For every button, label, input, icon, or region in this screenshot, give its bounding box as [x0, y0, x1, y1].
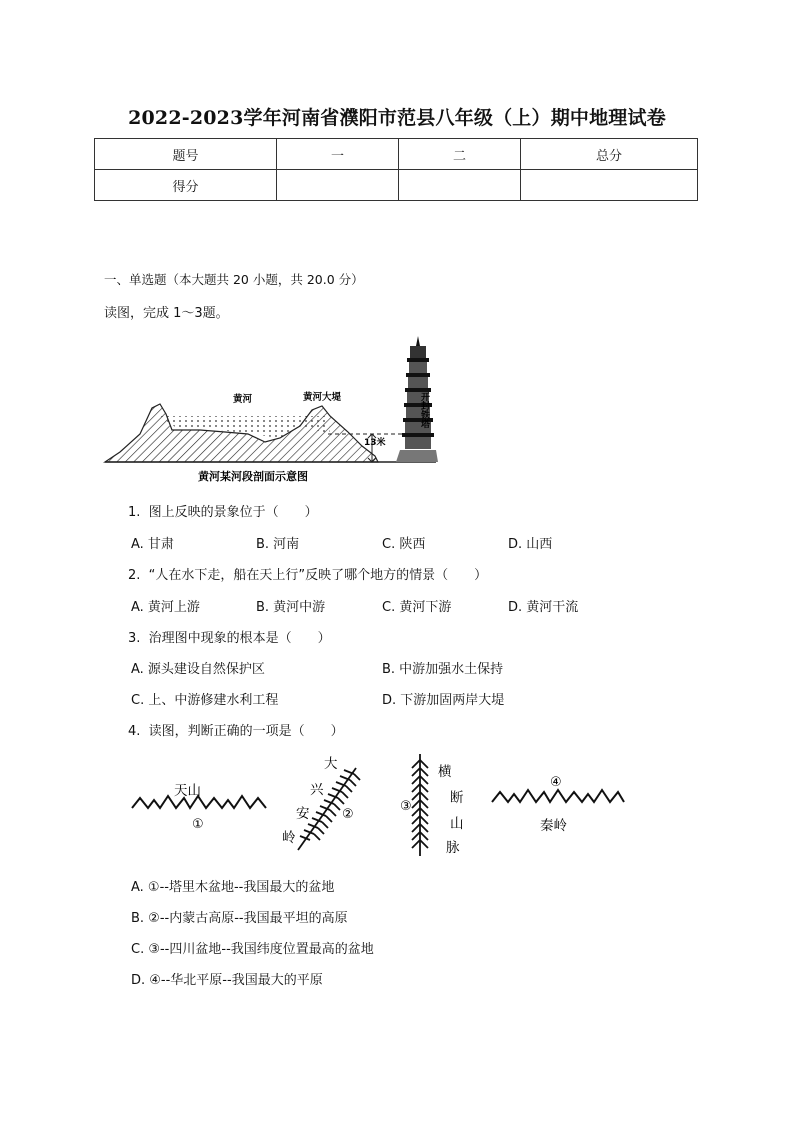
marker-4: ④ [550, 775, 562, 790]
option-a[interactable]: A. 甘肃 [131, 537, 174, 552]
marker-1: ① [192, 817, 204, 832]
tianshan-label: 天山 [174, 783, 201, 799]
option-d[interactable]: D. 黄河干流 [508, 600, 579, 615]
score-table-row [95, 170, 698, 201]
option-d[interactable]: D. 山西 [508, 537, 553, 552]
daxinganling-char: 安 [296, 806, 310, 822]
hengduan-char: 断 [450, 790, 464, 806]
option-d[interactable]: D. ④--华北平原--我国最大的平原 [131, 973, 323, 988]
table-cell: 一 [277, 139, 399, 170]
height-label: 13米 [364, 438, 386, 448]
question-number: 1. [128, 505, 141, 520]
daxinganling-char: 岭 [282, 830, 296, 846]
table-cell [277, 170, 399, 201]
option-c[interactable]: C. 黄河下游 [382, 600, 452, 615]
question-2 [128, 564, 487, 583]
table-cell [399, 170, 521, 201]
levee-cross-section [105, 404, 378, 462]
option-c[interactable]: C. 上、中游修建水利工程 [131, 693, 279, 708]
option-b[interactable]: B. 黄河中游 [256, 600, 326, 615]
question-text: “人在水下走，船在天上行”反映了哪个地方的情景（ ） [148, 568, 488, 583]
option-a[interactable]: A. 源头建设自然保护区 [131, 662, 265, 677]
section-heading: 一、单选题（本大题共 20 小题，共 20.0 分） [104, 272, 364, 287]
levee-label: 黄河大堤 [303, 392, 342, 403]
iron-pagoda-icon [396, 336, 438, 462]
yellow-river-profile-figure [100, 334, 440, 486]
question-number: 2. [128, 568, 141, 583]
qinling-label: 秦岭 [540, 818, 567, 834]
option-a[interactable]: A. 黄河上游 [131, 600, 200, 615]
hengduan-range-icon [412, 754, 428, 856]
daxinganling-char: 兴 [310, 782, 324, 798]
mountain-ranges-figure [128, 750, 628, 862]
page-title: 2022-2023学年河南省濮阳市范县八年级（上）期中地理试卷 [128, 107, 666, 129]
option-b[interactable]: B. 河南 [256, 537, 300, 552]
question-text: 图上反映的景象位于（ ） [148, 505, 318, 520]
daxinganling-char: 大 [324, 756, 338, 772]
option-b[interactable]: B. 中游加强水土保持 [382, 662, 504, 677]
intro-text: 读图，完成 1～3题。 [104, 306, 229, 321]
table-cell [521, 170, 698, 201]
question-number: 4. [128, 724, 141, 739]
hengduan-char: 脉 [446, 840, 460, 856]
table-cell: 得分 [95, 170, 277, 201]
qinling-range-icon [492, 790, 624, 802]
hengduan-char: 横 [438, 764, 452, 780]
question-number: 3. [128, 631, 141, 646]
table-cell: 题号 [95, 139, 277, 170]
marker-2: ② [342, 807, 354, 822]
question-4 [128, 720, 344, 739]
score-table-header-row [95, 139, 698, 170]
table-cell: 二 [399, 139, 521, 170]
tower-label: 开封铁塔 [419, 392, 429, 428]
option-d[interactable]: D. 下游加固两岸大堤 [382, 693, 505, 708]
question-text: 治理图中现象的根本是（ ） [148, 631, 331, 646]
marker-3: ③ [400, 799, 412, 814]
table-cell: 总分 [521, 139, 698, 170]
option-c[interactable]: C. 陕西 [382, 537, 426, 552]
question-1 [128, 501, 318, 520]
hengduan-char: 山 [450, 816, 464, 832]
figure-caption: 黄河某河段剖面示意图 [198, 470, 308, 483]
question-3 [128, 627, 331, 646]
question-text: 读图，判断正确的一项是（ ） [148, 724, 344, 739]
option-a[interactable]: A. ①--塔里木盆地--我国最大的盆地 [131, 880, 335, 895]
option-b[interactable]: B. ②--内蒙古高原--我国最平坦的高原 [131, 911, 348, 926]
option-c[interactable]: C. ③--四川盆地--我国纬度位置最高的盆地 [131, 942, 374, 957]
river-label: 黄河 [233, 394, 253, 405]
score-table [94, 138, 698, 201]
